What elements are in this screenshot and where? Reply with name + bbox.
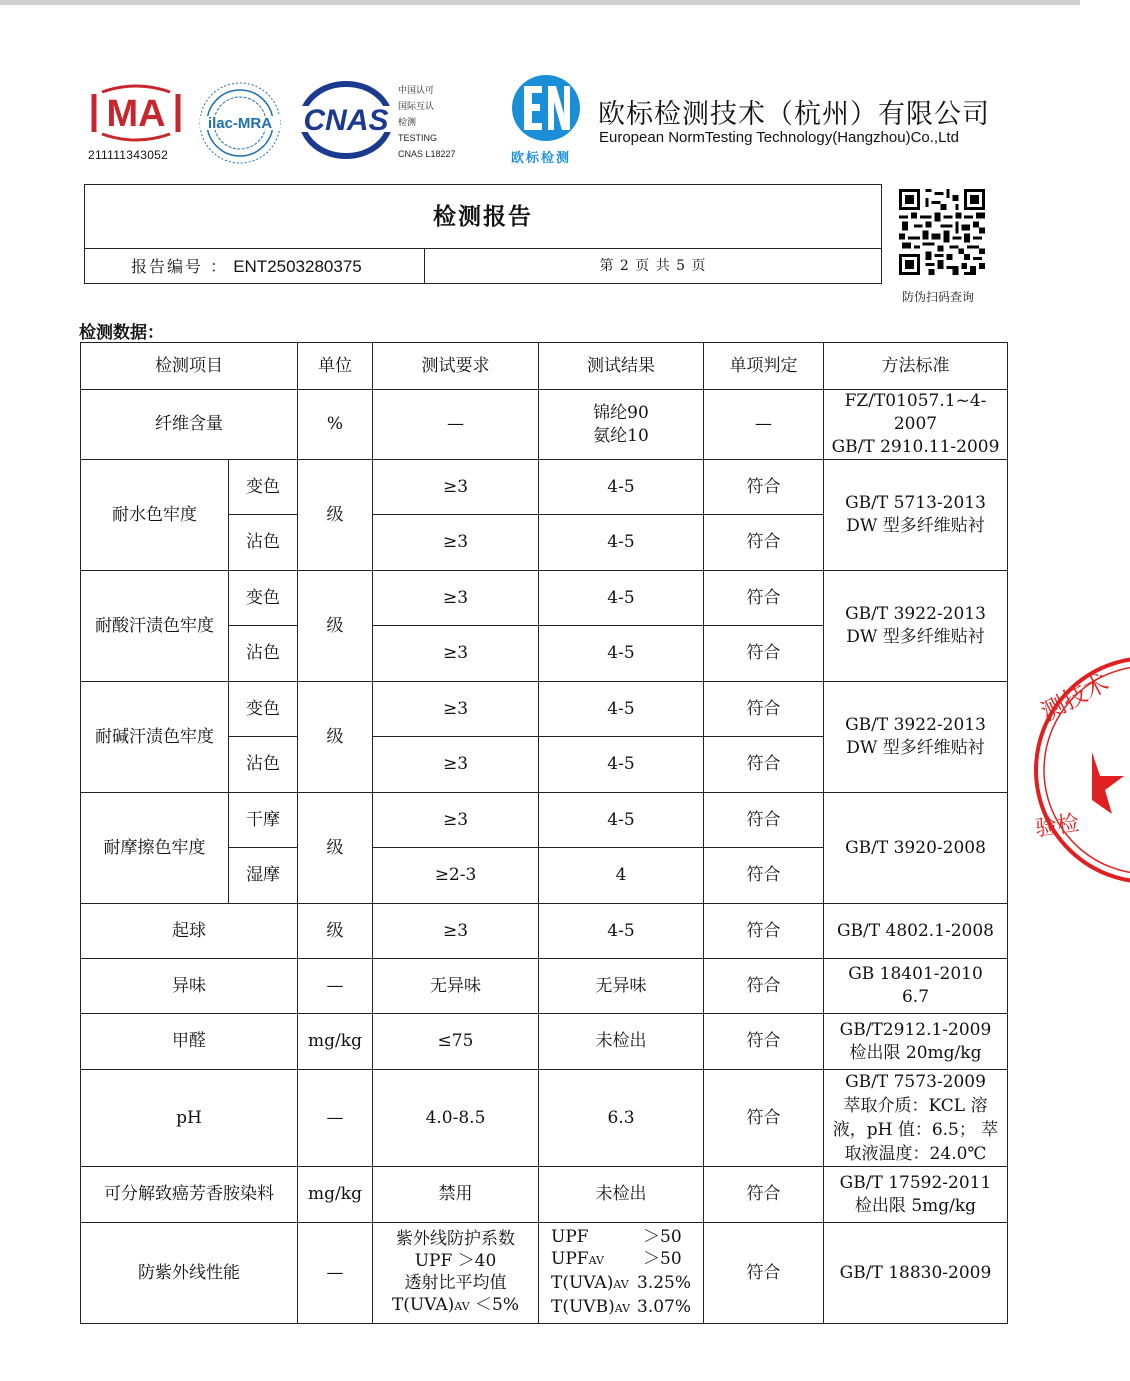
requirement-cell: ≤75 (373, 1014, 539, 1070)
table-row (81, 793, 1008, 848)
result-subscript: AV (614, 1302, 631, 1315)
result-label (551, 1296, 637, 1320)
subitem-cell: 沾色 (229, 737, 298, 793)
unit-cell: 级 (298, 793, 373, 904)
requirement-cell (373, 1223, 539, 1324)
requirement-cell: ≥3 (373, 515, 539, 571)
judgement-cell: 符合 (704, 904, 824, 959)
cnas-line: TESTING (398, 133, 438, 143)
report-title: 检测报告 (85, 185, 881, 249)
en-logo-subtitle: 欧标检测 (511, 151, 572, 166)
table-row (81, 390, 1008, 460)
standard-line: GB 18401-2010 (848, 964, 983, 984)
section-title: 检测数据： (79, 323, 164, 343)
standard-line: DW 型多纤维贴衬 (846, 516, 985, 536)
result-cell: 无异味 (539, 959, 704, 1014)
item-cell: 甲醛 (81, 1014, 298, 1070)
standard-line: GB/T 2910.11-2009 (831, 437, 1000, 457)
result-label (551, 1272, 637, 1296)
result-line (551, 1296, 699, 1320)
cnas-logo (298, 80, 394, 160)
table-row (81, 1167, 1008, 1223)
result-cell (539, 390, 704, 460)
judgement-cell: 符合 (704, 460, 824, 515)
cnas-line: CNAS L18227 (398, 149, 456, 159)
result-line: 锦纶90 (593, 402, 649, 423)
result-subscript: AV (613, 1278, 629, 1291)
red-seal (1030, 652, 1130, 888)
standard-cell (824, 1070, 1008, 1167)
standard-line: 萃取介质：KCL 溶 (843, 1096, 988, 1116)
standard-cell (824, 1014, 1008, 1070)
table-row (81, 1070, 1008, 1167)
table-row (81, 460, 1008, 515)
cma-logo (88, 84, 184, 142)
header-cell: 检测项目 (81, 343, 298, 390)
result-line (551, 1226, 699, 1248)
svg-text:测技术: 测技术 (1036, 668, 1114, 727)
qr-code[interactable] (899, 189, 985, 275)
report-number (85, 249, 425, 284)
requirement-line: 紫外线防护系数 (396, 1229, 515, 1249)
subitem-cell: 沾色 (229, 515, 298, 571)
requirement-cell: ≥3 (373, 682, 539, 737)
standard-line: 液，pH 值：6.5； 萃 (832, 1120, 999, 1140)
unit-cell: 级 (298, 460, 373, 571)
ilac-mra-logo (197, 80, 283, 166)
judgement-cell: 符合 (704, 1167, 824, 1223)
standard-line: GB/T 5713-2013 (845, 493, 986, 513)
item-cell: 可分解致癌芳香胺染料 (81, 1167, 298, 1223)
svg-text:CNAS: CNAS (303, 104, 389, 137)
standard-cell (824, 460, 1008, 571)
unit-cell: % (298, 390, 373, 460)
standard-line: 6.7 (901, 987, 930, 1007)
cnas-line: 检测 (398, 117, 417, 127)
company-name-en: European NormTesting Technology(Hangzhou)Co.,Ltd (599, 129, 959, 146)
requirement-cell: ≥3 (373, 626, 539, 682)
result-line (551, 1248, 699, 1272)
unit-cell: mg/kg (298, 1014, 373, 1070)
standard-cell (824, 571, 1008, 682)
standard-line: 检出限 5mg/kg (854, 1195, 977, 1216)
result-line: 氨纶10 (593, 425, 649, 446)
result-symbol: T(UVA) (551, 1273, 614, 1293)
standard-line: 检出限 20mg/kg (849, 1042, 982, 1063)
subitem-cell: 变色 (229, 682, 298, 737)
standard-cell (824, 682, 1008, 793)
standard-line: DW 型多纤维贴衬 (846, 627, 985, 647)
subitem-cell: 变色 (229, 571, 298, 626)
result-cell: 4-5 (539, 904, 704, 959)
header-cell: 单项判定 (704, 343, 824, 390)
requirement-subscript: AV (454, 1300, 470, 1313)
item-cell: 耐水色牢度 (81, 460, 229, 571)
table-row (81, 959, 1008, 1014)
unit-cell: — (298, 1223, 373, 1324)
requirement-line: 透射比平均值 (404, 1273, 507, 1293)
standard-cell (824, 390, 1008, 460)
table-row (81, 904, 1008, 959)
test-data-table (80, 342, 1008, 1324)
judgement-cell: 符合 (704, 571, 824, 626)
report-number-label: 报告编号 ： (131, 257, 229, 276)
judgement-cell: — (704, 390, 824, 460)
company-name-cn: 欧标检测技术（杭州）有限公司 (598, 99, 990, 130)
qr-caption: 防伪扫码查询 (902, 290, 975, 304)
standard-line: GB/T2912.1-2009 (839, 1019, 992, 1040)
result-cell: 4 (539, 848, 704, 904)
judgement-cell: 符合 (704, 1070, 824, 1167)
result-cell: 4-5 (539, 571, 704, 626)
result-value: ＞50 (643, 1227, 682, 1247)
judgement-cell: 符合 (704, 1014, 824, 1070)
unit-cell: 级 (298, 682, 373, 793)
result-line (551, 1272, 699, 1296)
standard-cell (824, 959, 1008, 1014)
requirement-value: ＜5% (475, 1295, 520, 1315)
report-number-value: ENT2503280375 (233, 257, 362, 276)
judgement-cell: 符合 (704, 793, 824, 848)
requirement-line: UPF ＞40 (414, 1251, 497, 1271)
top-border (0, 0, 1080, 5)
item-cell: 起球 (81, 904, 298, 959)
table-header-row (81, 343, 1008, 390)
requirement-cell: ≥3 (373, 460, 539, 515)
standard-cell: GB/T 18830-2009 (824, 1223, 1008, 1324)
svg-text:验检: 验检 (1033, 810, 1081, 842)
table-row (81, 1223, 1008, 1324)
header-cell: 单位 (298, 343, 373, 390)
requirement-cell: ≥3 (373, 737, 539, 793)
result-cell: 未检出 (539, 1014, 704, 1070)
result-cell (539, 1223, 704, 1324)
result-cell: 4-5 (539, 793, 704, 848)
judgement-cell: 符合 (704, 682, 824, 737)
judgement-cell: 符合 (704, 848, 824, 904)
standard-line: GB/T 3922-2013 (845, 604, 986, 624)
standard-cell: GB/T 4802.1-2008 (824, 904, 1008, 959)
standard-line: FZ/T01057.1~4-2007 (844, 391, 987, 434)
standard-cell: GB/T 3920-2008 (824, 793, 1008, 904)
subitem-cell: 沾色 (229, 626, 298, 682)
judgement-cell: 符合 (704, 626, 824, 682)
item-cell: 防紫外线性能 (81, 1223, 298, 1324)
result-cell: 4-5 (539, 626, 704, 682)
standard-cell (824, 1167, 1008, 1223)
requirement-cell: ≥3 (373, 793, 539, 848)
result-cell: 6.3 (539, 1070, 704, 1167)
unit-cell: 级 (298, 904, 373, 959)
result-cell: 4-5 (539, 737, 704, 793)
cma-code: 211111343052 (88, 148, 169, 162)
requirement-line (377, 1294, 534, 1318)
requirement-cell: 4.0-8.5 (373, 1070, 539, 1167)
result-label: UPF (551, 1227, 589, 1247)
result-cell: 未检出 (539, 1167, 704, 1223)
result-subscript: AV (588, 1254, 604, 1267)
subitem-cell: 变色 (229, 460, 298, 515)
header-cell: 测试结果 (539, 343, 704, 390)
unit-cell: — (298, 1070, 373, 1167)
requirement-cell: ≥3 (373, 571, 539, 626)
result-cell: 4-5 (539, 515, 704, 571)
cnas-line: 中国认可 (398, 85, 435, 95)
standard-line: 取液温度：24.0℃ (844, 1144, 987, 1164)
page-indicator: 第 2 页 共 5 页 (599, 258, 707, 274)
judgement-cell: 符合 (704, 515, 824, 571)
requirement-cell: ≥3 (373, 904, 539, 959)
item-cell: 耐酸汗渍色牢度 (81, 571, 229, 682)
requirement-symbol: T(UVA) (391, 1295, 455, 1315)
result-symbol: UPF (551, 1249, 589, 1269)
judgement-cell: 符合 (704, 1223, 824, 1324)
requirement-cell: — (373, 390, 539, 460)
item-cell: 耐碱汗渍色牢度 (81, 682, 229, 793)
judgement-cell: 符合 (704, 959, 824, 1014)
item-cell: 耐摩擦色牢度 (81, 793, 229, 904)
unit-cell: 级 (298, 571, 373, 682)
cnas-line: 国际互认 (398, 101, 435, 111)
standard-line: GB/T 7573-2009 (845, 1072, 986, 1092)
result-cell: 4-5 (539, 460, 704, 515)
item-cell: pH (81, 1070, 298, 1167)
standard-line: DW 型多纤维贴衬 (846, 738, 985, 758)
item-cell: 异味 (81, 959, 298, 1014)
requirement-cell: 禁用 (373, 1167, 539, 1223)
subitem-cell: 干摩 (229, 793, 298, 848)
requirement-cell: 无异味 (373, 959, 539, 1014)
result-symbol: T(UVB) (551, 1297, 615, 1317)
unit-cell: mg/kg (298, 1167, 373, 1223)
standard-line: GB/T 17592-2011 (839, 1172, 992, 1193)
requirement-cell: ≥2-3 (373, 848, 539, 904)
svg-text:MA: MA (106, 93, 166, 135)
result-value: 3.07% (637, 1297, 692, 1317)
unit-cell: — (298, 959, 373, 1014)
subitem-cell: 湿摩 (229, 848, 298, 904)
result-value: 3.25% (637, 1273, 692, 1293)
result-value: ＞50 (643, 1249, 682, 1269)
svg-text:ilac-MRA: ilac-MRA (207, 115, 273, 132)
judgement-cell: 符合 (704, 737, 824, 793)
report-header (84, 184, 882, 284)
result-cell: 4-5 (539, 682, 704, 737)
item-cell: 纤维含量 (81, 390, 298, 460)
table-row (81, 1014, 1008, 1070)
header-cell: 方法标准 (824, 343, 1008, 390)
standard-line: GB/T 3922-2013 (845, 715, 986, 735)
table-row (81, 682, 1008, 737)
header-cell: 测试要求 (373, 343, 539, 390)
result-label (551, 1248, 643, 1272)
table-row (81, 571, 1008, 626)
cnas-accreditation-text (398, 82, 456, 162)
